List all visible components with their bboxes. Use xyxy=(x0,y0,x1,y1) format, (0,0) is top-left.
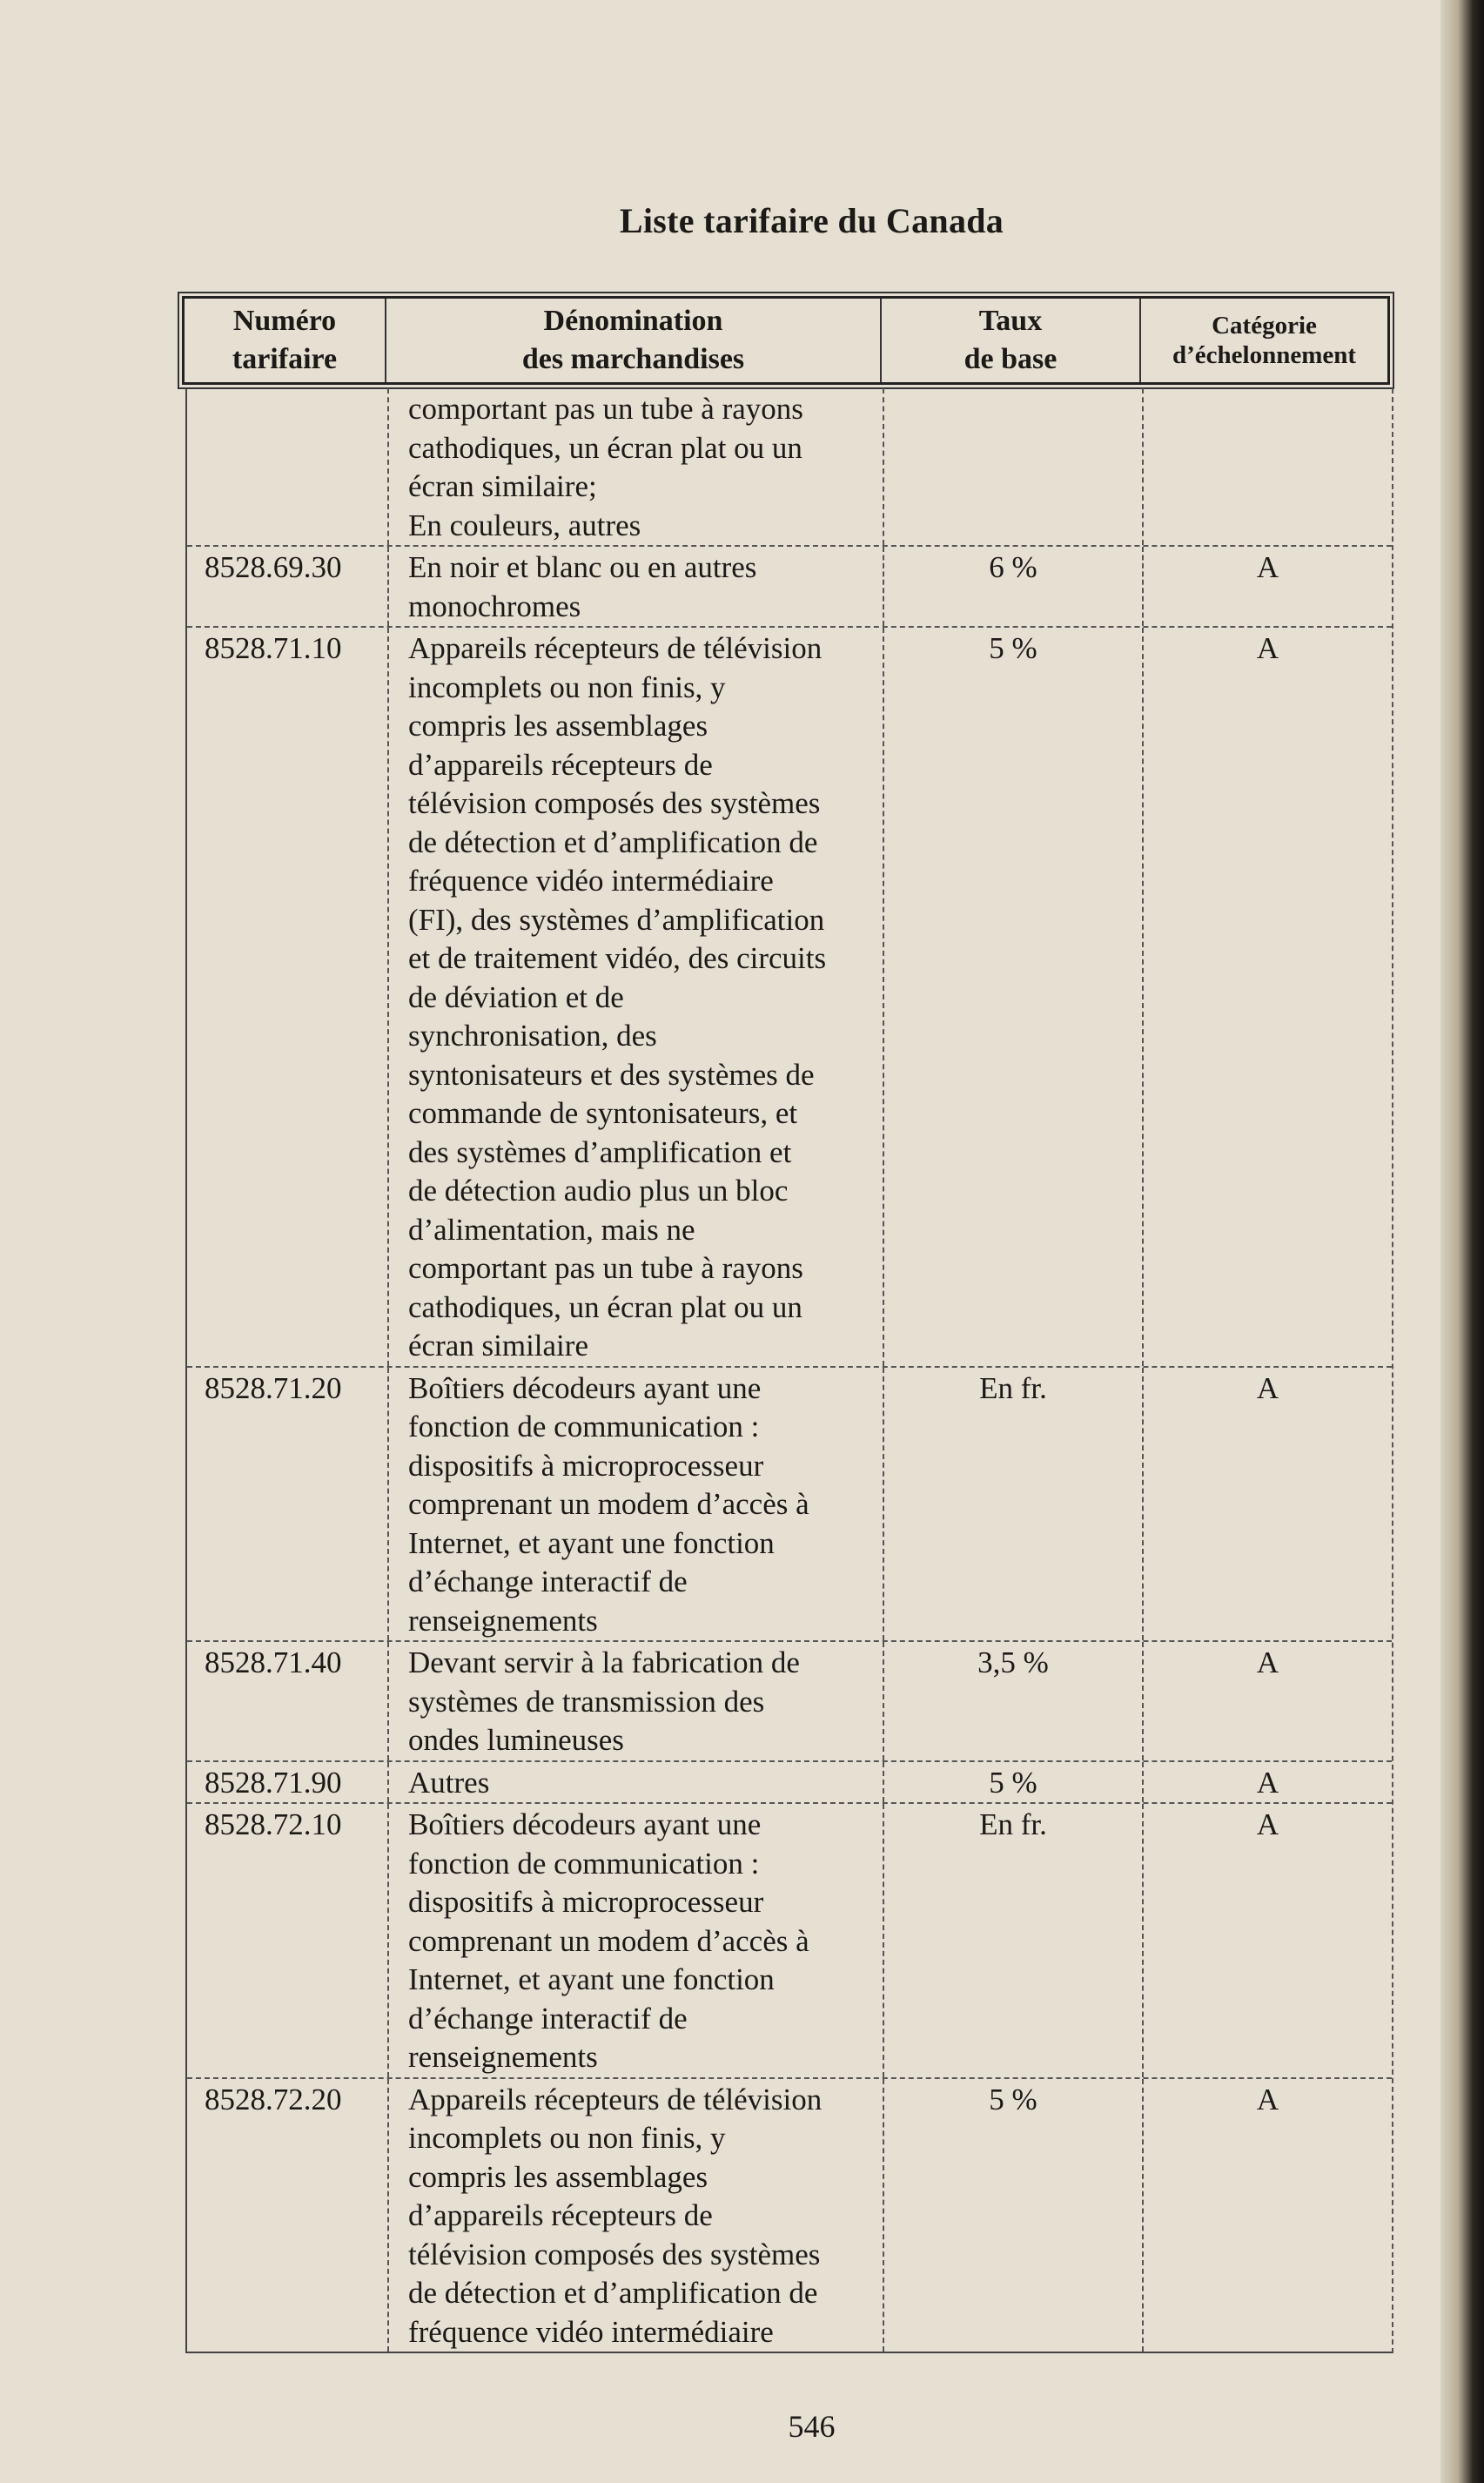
description-line: Internet, et ayant une fonction xyxy=(408,1525,775,1560)
description-cell xyxy=(389,547,884,626)
page-number: 546 xyxy=(788,2409,836,2444)
description-line: comportant pas un tube à rayons xyxy=(408,392,803,426)
description-line: compris les assemblages xyxy=(408,2159,708,2194)
description-cell xyxy=(389,388,884,545)
description-line: En noir et blanc ou en autres xyxy=(408,550,757,584)
description-line: Appareils récepteurs de télévision xyxy=(408,2082,823,2116)
description-line: (FI), des systèmes d’amplification xyxy=(408,902,825,937)
tariff-number-cell: 8528.72.10 xyxy=(187,1804,389,2077)
base-rate-cell: 5 % xyxy=(884,628,1144,1366)
description-line: d’appareils récepteurs de xyxy=(408,2198,713,2232)
description-line: télévision composés des systèmes xyxy=(408,2237,821,2271)
description-line: d’échange interactif de xyxy=(408,1564,688,1598)
description-line: de déviation et de xyxy=(408,979,624,1014)
description-line: d’alimentation, mais ne xyxy=(408,1212,695,1247)
description-line: comprenant un modem d’accès à xyxy=(408,1923,809,1958)
staging-category-cell: A xyxy=(1256,550,1279,584)
table-row xyxy=(187,388,1392,545)
description-line: En couleurs, autres xyxy=(408,508,641,542)
description-line: Boîtiers décodeurs ayant une xyxy=(408,1370,762,1405)
description-line: Autres xyxy=(408,1765,490,1800)
description-line: des systèmes d’amplification et xyxy=(408,1134,792,1169)
description-line: dispositifs à microprocesseur xyxy=(408,1885,764,1919)
header-staging-category: Catégorie d’échelonnement xyxy=(1172,312,1357,369)
description-line: fonction de communication : xyxy=(408,1410,760,1443)
description-line: cathodiques, un écran plat ou un xyxy=(408,1289,802,1324)
description-line: d’appareils récepteurs de xyxy=(408,747,713,782)
tariff-number-cell xyxy=(187,388,389,545)
base-rate-cell: 5 % xyxy=(884,1762,1144,1803)
tariff-table xyxy=(185,388,1393,2353)
base-rate-cell: 5 % xyxy=(884,2079,1144,2352)
description-line: écran similaire xyxy=(408,1329,588,1363)
description-line: télévision composés des systèmes xyxy=(408,786,821,820)
description-line: fréquence vidéo intermédiaire xyxy=(408,2314,774,2349)
description-cell xyxy=(389,1642,884,1760)
description-line: ondes lumineuses xyxy=(408,1723,624,1757)
description-line: Devant servir à la fabrication de xyxy=(408,1645,800,1679)
header-description: Dénomination des marchandises xyxy=(386,299,882,382)
description-line: Appareils récepteurs de télévision xyxy=(408,631,823,665)
staging-category-cell: A xyxy=(1256,1645,1279,1679)
tariff-number-cell: 8528.71.10 xyxy=(187,628,389,1366)
staging-category-cell: A xyxy=(1256,1807,1279,1841)
description-cell xyxy=(389,1368,884,1641)
description-line: systèmes de transmission des xyxy=(408,1684,765,1719)
description-line: syntonisateurs et des systèmes de xyxy=(408,1057,815,1092)
description-line: incomplets ou non finis, y xyxy=(408,670,726,704)
description-line: dispositifs à microprocesseur xyxy=(408,1448,764,1483)
description-cell xyxy=(389,2079,884,2352)
description-line: Boîtiers décodeurs ayant une xyxy=(408,1807,762,1841)
table-row xyxy=(187,1366,1392,1641)
description-line: fréquence vidéo intermédiaire xyxy=(408,864,774,898)
description-line: renseignements xyxy=(408,2040,598,2074)
description-line: renseignements xyxy=(408,1603,598,1638)
description-cell xyxy=(389,1762,884,1803)
header-base-rate: Taux de base xyxy=(882,299,1141,382)
description-line: comprenant un modem d’accès à xyxy=(408,1487,809,1521)
description-cell xyxy=(389,1804,884,2077)
description-line: et de traitement vidéo, des circuits xyxy=(408,941,827,975)
description-line: de détection audio plus un bloc xyxy=(408,1174,789,1208)
staging-category-cell: A xyxy=(1256,2082,1279,2116)
description-line: incomplets ou non finis, y xyxy=(408,2121,726,2155)
page-title: Liste tarifaire du Canada xyxy=(619,201,1004,240)
description-line: écran similaire; xyxy=(408,469,597,503)
staging-category-cell: A xyxy=(1256,1765,1279,1800)
description-line: cathodiques, un écran plat ou un xyxy=(408,430,802,465)
table-row xyxy=(187,1802,1392,2077)
description-line: d’échange interactif de xyxy=(408,2001,688,2036)
tariff-number-cell: 8528.71.90 xyxy=(187,1762,389,1803)
base-rate-cell: 6 % xyxy=(884,547,1144,626)
table-row xyxy=(187,1760,1392,1803)
table-row xyxy=(187,2077,1392,2352)
page-edge xyxy=(1440,0,1484,2483)
description-line: commande de syntonisateurs, et xyxy=(408,1096,798,1130)
tariff-number-cell: 8528.71.20 xyxy=(187,1368,389,1641)
tariff-number-cell: 8528.72.20 xyxy=(187,2079,389,2352)
description-cell xyxy=(389,628,884,1366)
table-header xyxy=(182,296,1390,385)
table-row xyxy=(187,545,1392,626)
staging-category-cell: A xyxy=(1256,1370,1279,1405)
staging-category-cell xyxy=(1144,388,1392,545)
description-line: Internet, et ayant une fonction xyxy=(408,1962,775,1996)
header-tariff-number: Numéro tarifaire xyxy=(185,299,386,382)
table-row xyxy=(187,626,1392,1366)
description-line: monochromes xyxy=(408,589,581,623)
description-line: synchronisation, des xyxy=(408,1019,657,1053)
base-rate-cell: En fr. xyxy=(884,1368,1144,1641)
tariff-number-cell: 8528.71.40 xyxy=(187,1642,389,1760)
staging-category-cell: A xyxy=(1256,631,1279,665)
description-line: de détection et d’amplification de xyxy=(408,824,818,859)
table-row xyxy=(187,1640,1392,1760)
base-rate-cell: En fr. xyxy=(884,1804,1144,2077)
description-line: comportant pas un tube à rayons xyxy=(408,1251,803,1285)
tariff-number-cell: 8528.69.30 xyxy=(187,547,389,626)
description-line: de détection et d’amplification de xyxy=(408,2276,818,2310)
description-line: compris les assemblages xyxy=(408,709,708,743)
base-rate-cell xyxy=(884,388,1144,545)
base-rate-cell: 3,5 % xyxy=(884,1642,1144,1760)
description-line: fonction de communication : xyxy=(408,1846,760,1881)
